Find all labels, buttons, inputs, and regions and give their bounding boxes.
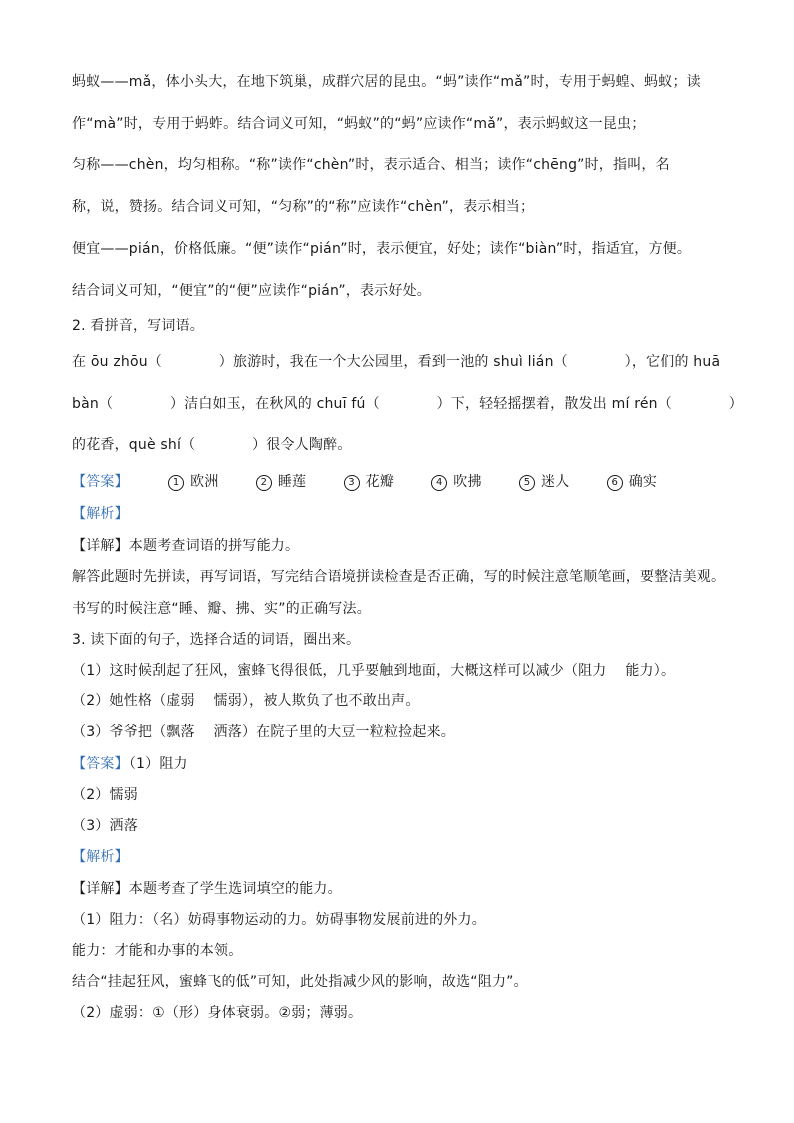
- question-3-analysis-tag: 【解析】: [72, 849, 129, 865]
- answer-word: 欧洲: [190, 474, 219, 490]
- question-2-answer-row: [72, 473, 657, 491]
- answer-item: [256, 473, 306, 491]
- answer-tag: 【答案】: [72, 474, 129, 490]
- pinyin-explanation-cheap-line1: 便宜——pián，价格低廉。“便”读作“pián”时，表示便宜，好处；读作“biàn”时，指适宜，方便。: [72, 241, 692, 257]
- answer-word: 迷人: [541, 474, 570, 490]
- question-2-detail-para2: 书写的时候注意“睡、瓣、拂、实”的正确写法。: [72, 601, 371, 617]
- question-3-answer-3: （3）洒落: [72, 818, 138, 834]
- question-3-sentence-3: （3）爷爷把（飘落 洒落）在院子里的大豆一粒粒捡起来。: [72, 724, 455, 740]
- answer-word: 确实: [628, 474, 658, 490]
- pinyin-explanation-symmetry-line2: 称，说，赞扬。结合词义可知，“匀称”的“称”应读作“chèn”，表示相当；: [72, 199, 535, 215]
- pinyin-explanation-symmetry-line1: 匀称——chèn，均匀相称。“称”读作“chèn”时，表示适合、相当；读作“chēng”时，指叫，名: [72, 157, 670, 173]
- question-2-detail-para1: 解答此题时先拼读，再写词语，写完结合语境拼读检查是否正确，写的时候注意笔顺笔画，要整洁美观。: [72, 569, 726, 585]
- answer-1: （1）阻力: [128, 756, 188, 772]
- question-2-title: 2. 看拼音，写词语。: [72, 318, 205, 334]
- question-2-sentence-line3: 的花香，què shí（ ）很令人陶醉。: [72, 437, 352, 453]
- answer-item: [168, 473, 218, 491]
- question-3-detail-line4: （2）虚弱：①（形）身体衰弱。②弱；薄弱。: [72, 1005, 363, 1021]
- question-3-sentence-1: （1）这时候刮起了狂风，蜜蜂飞得很低，几乎要触到地面，大概这样可以减少（阻力 能力）。: [72, 663, 676, 679]
- circled-number: 1: [168, 475, 184, 491]
- circled-number: 4: [431, 475, 447, 491]
- question-3-sentence-2: （2）她性格（虚弱 懦弱），被人欺负了也不敢出声。: [72, 693, 420, 709]
- pinyin-explanation-cheap-line2: 结合词义可知，“便宜”的“便”应读作“pián”，表示好处。: [72, 283, 431, 299]
- question-2-sentence-line1: 在 ōu zhōu（ ）旅游时，我在一个大公园里，看到一池的 shuì lián（ ），它们的 huā: [72, 354, 721, 370]
- answer-item: [519, 473, 569, 491]
- answer-item: [607, 473, 657, 491]
- question-3-answer-line1: [72, 755, 188, 773]
- pinyin-explanation-ant-line1: 蚂蚁——mǎ，体小头大，在地下筑巢，成群穴居的昆虫。“蚂”读作“mǎ”时，专用于蚂蝗、蚂蚁；读: [72, 74, 701, 90]
- question-3-answer-2: （2）懦弱: [72, 787, 138, 803]
- question-3-detail-line2: 能力：才能和办事的本领。: [72, 943, 243, 959]
- pinyin-explanation-ant-line2: 作“mà”时，专用于蚂蚱。结合词义可知，“蚂蚁”的“蚂”应读作“mǎ”，表示蚂蚁这一昆虫；: [72, 116, 646, 132]
- answer-item: [344, 473, 394, 491]
- question-2-detail: 【详解】本题考查词语的拼写能力。: [72, 538, 300, 554]
- circled-number: 6: [607, 475, 623, 491]
- question-2-analysis-tag: 【解析】: [72, 506, 129, 522]
- question-3-detail-line1: （1）阻力：（名）妨碍事物运动的力。妨碍事物发展前进的外力。: [72, 912, 486, 928]
- circled-number: 5: [519, 475, 535, 491]
- answer-word: 睡莲: [277, 474, 307, 490]
- question-3-title: 3. 读下面的句子，选择合适的词语，圈出来。: [72, 632, 361, 648]
- answer-word: 吹拂: [453, 474, 482, 490]
- answer-tag: 【答案】: [72, 756, 129, 772]
- question-3-detail: 【详解】本题考查了学生选词填空的能力。: [72, 881, 342, 897]
- circled-number: 3: [344, 475, 360, 491]
- question-3-detail-line3: 结合“挂起狂风，蜜蜂飞的低”可知，此处指减少风的影响，故选“阻力”。: [72, 974, 528, 990]
- question-2-sentence-line2: bàn（ ）洁白如玉，在秋风的 chuī fú（ ）下，轻轻摇摆着，散发出 mí rén（ ）: [72, 396, 743, 412]
- circled-number: 2: [256, 475, 272, 491]
- answer-item: [431, 473, 481, 491]
- answer-word: 花瓣: [365, 474, 394, 490]
